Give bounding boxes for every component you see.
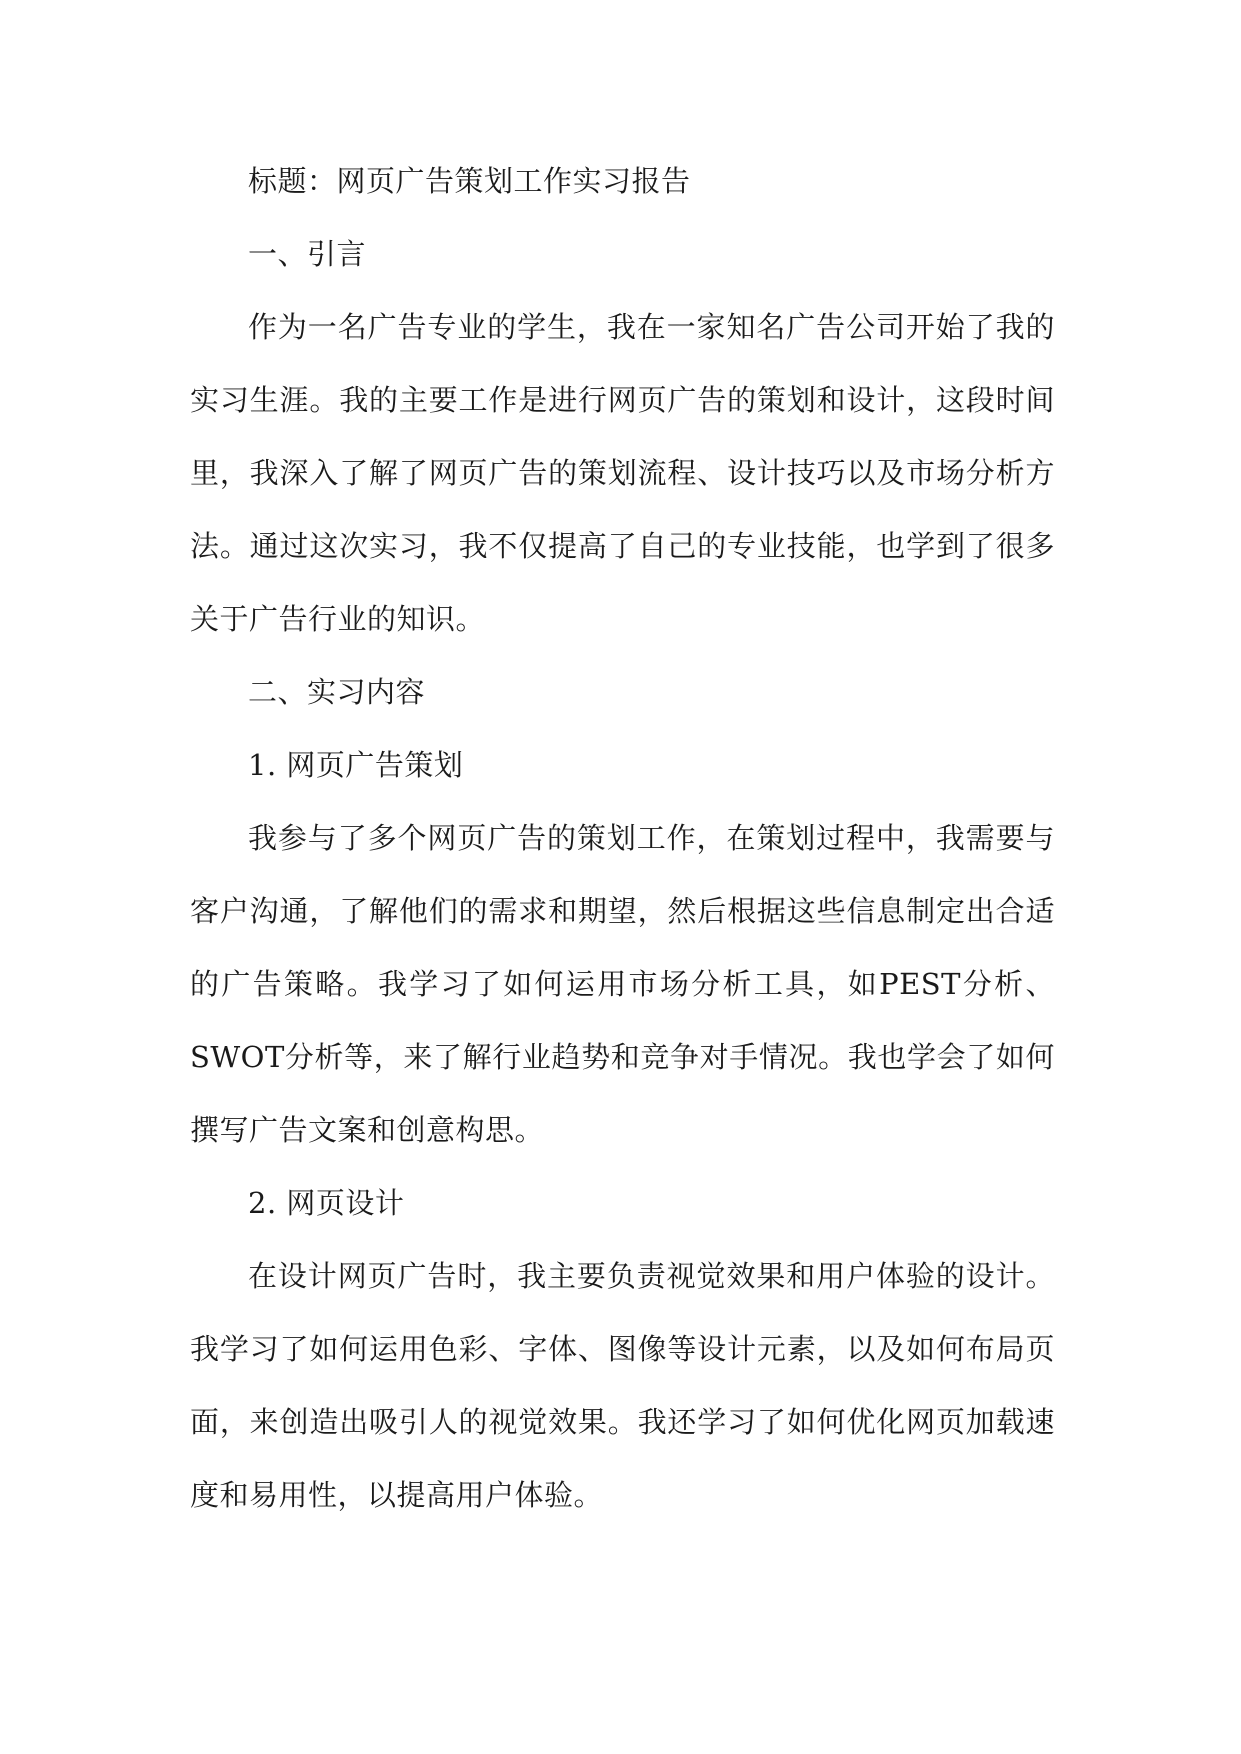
subsection-heading-ad-planning: 1. 网页广告策划 xyxy=(248,748,464,782)
web-design-paragraph: 在设计网页广告时，我主要负责视觉效果和用户体验的设计。我学习了如何运用色彩、字体、图像等设计元素，以及如何布局页面，来创造出吸引人的视觉效果。我还学习了如何优化网页加载速度和易用性，以提高用户体验。 xyxy=(190,1259,1055,1512)
section-heading-internship-content: 二、实习内容 xyxy=(248,675,426,709)
ad-planning-paragraph: 我参与了多个网页广告的策划工作，在策划过程中，我需要与客户沟通，了解他们的需求和期望，然后根据这些信息制定出合适的广告策略。我学习了如何运用市场分析工具，如PEST分析、SWOT分析等，来了解行业趋势和竞争对手情况。我也学会了如何撰写广告文案和创意构思。 xyxy=(190,821,1055,1147)
document-body xyxy=(190,145,1055,1532)
document-title: 标题：网页广告策划工作实习报告 xyxy=(248,164,691,198)
introduction-paragraph: 作为一名广告专业的学生，我在一家知名广告公司开始了我的实习生涯。我的主要工作是进行网页广告的策划和设计，这段时间里，我深入了解了网页广告的策划流程、设计技巧以及市场分析方法。通过这次实习，我不仅提高了自己的专业技能，也学到了很多关于广告行业的知识。 xyxy=(190,310,1055,636)
subsection-heading-web-design: 2. 网页设计 xyxy=(248,1186,405,1220)
section-heading-introduction: 一、引言 xyxy=(248,237,367,271)
